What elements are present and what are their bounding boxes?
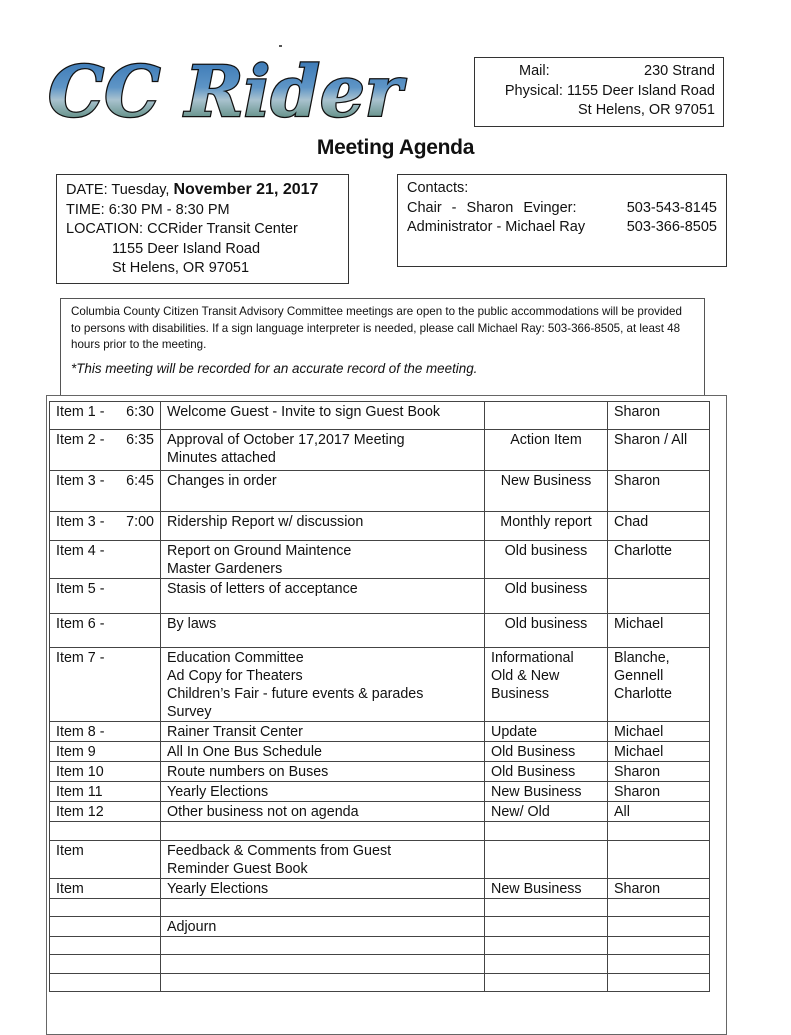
physical-address: Physical: 1155 Deer Island Road: [504, 82, 715, 99]
recording-notice: *This meeting will be recorded for an accurate record of the meeting.: [71, 360, 478, 376]
agenda-topic-cell-line: Master Gardeners: [167, 561, 283, 577]
agenda-topic-cell: [161, 899, 485, 917]
agenda-lead-cell: [608, 879, 710, 899]
agenda-row: [50, 614, 710, 648]
agenda-topic-cell: [161, 762, 485, 782]
agenda-topic-cell-line: Ad Copy for Theaters: [167, 668, 303, 684]
agenda-lead-cell: [608, 402, 710, 430]
agenda-item-cell: [50, 955, 161, 974]
mail-value: 230 Strand: [644, 63, 715, 79]
agenda-topic-cell-line: Yearly Elections: [167, 784, 269, 800]
item-time: 7:00: [126, 514, 154, 530]
agenda-row: [50, 541, 710, 579]
agenda-topic-cell: [161, 841, 485, 879]
agenda-topic-cell: [161, 722, 485, 742]
agenda-type-cell: [485, 762, 608, 782]
contact-phone: 503-366-8505: [626, 219, 717, 235]
item-number: Item 6 -: [56, 616, 105, 632]
agenda-lead-cell-line: Sharon / All: [614, 432, 688, 448]
agenda-lead-cell-line: Sharon: [614, 404, 661, 420]
agenda-lead-cell: [608, 974, 710, 992]
agenda-type-cell-line: Old business: [504, 616, 588, 632]
agenda-lead-cell-line: Gennell: [614, 668, 664, 684]
agenda-lead-cell: [608, 722, 710, 742]
item-time: 6:30: [126, 404, 154, 420]
agenda-topic-cell-line: Adjourn: [167, 919, 217, 935]
agenda-topic-cell: [161, 541, 485, 579]
agenda-topic-cell: [161, 917, 485, 937]
agenda-topic-cell-line: Stasis of letters of acceptance: [167, 581, 358, 597]
agenda-lead-cell-line: Charlotte: [614, 543, 673, 559]
agenda-item-cell: [50, 937, 161, 955]
agenda-topic-cell: [161, 648, 485, 722]
item-number: Item 11: [56, 784, 103, 800]
agenda-item-cell: [50, 879, 161, 899]
agenda-type-cell: [485, 974, 608, 992]
agenda-type-cell: [485, 512, 608, 541]
agenda-topic-cell-line: Children’s Fair - future events & parades: [167, 686, 424, 702]
agenda-type-cell: [485, 917, 608, 937]
accessibility-notice: [60, 298, 705, 396]
contact-administrator: [407, 218, 717, 238]
agenda-type-cell: [485, 402, 608, 430]
agenda-item-cell: [50, 471, 161, 512]
item-number: Item 7 -: [56, 650, 105, 666]
agenda-item-cell: [50, 512, 161, 541]
item-number: Item 3 -: [56, 473, 105, 489]
agenda-topic-cell: [161, 402, 485, 430]
agenda-row: [50, 579, 710, 614]
agenda-type-cell-line: Business: [491, 686, 550, 702]
agenda-item-cell: [50, 648, 161, 722]
agenda-type-cell-line: Old Business: [491, 764, 576, 780]
agenda-type-cell: [485, 541, 608, 579]
agenda-type-cell: [485, 822, 608, 841]
agenda-topic-cell-line: Ridership Report w/ discussion: [167, 514, 364, 530]
agenda-lead-cell: [608, 742, 710, 762]
agenda-type-cell-line: Old & New: [491, 668, 560, 684]
agenda-row: [50, 742, 710, 762]
agenda-lead-cell: [608, 512, 710, 541]
agenda-item-cell: [50, 579, 161, 614]
agenda-item-cell: [50, 614, 161, 648]
agenda-row: [50, 471, 710, 512]
agenda-type-cell-line: Old Business: [491, 744, 576, 760]
agenda-lead-cell: [608, 430, 710, 471]
agenda-topic-cell: [161, 822, 485, 841]
agenda-topic-cell-line: Survey: [167, 704, 212, 720]
agenda-item-cell: [50, 541, 161, 579]
item-number: Item 4 -: [56, 543, 105, 559]
agenda-topic-cell-line: Reminder Guest Book: [167, 861, 308, 877]
svg-text:CC Rider: CC Rider: [48, 58, 408, 124]
agenda-lead-cell: [608, 822, 710, 841]
contact-name: Chair - Sharon Evinger:: [407, 199, 577, 216]
contact-phone: 503-543-8145: [626, 199, 717, 216]
contact-chair: [407, 199, 717, 219]
agenda-item-cell: [50, 974, 161, 992]
agenda-topic-cell: [161, 782, 485, 802]
agenda-topic-cell-line: Yearly Elections: [167, 881, 269, 897]
location-street: 1155 Deer Island Road: [112, 240, 261, 257]
agenda-topic-cell-line: By laws: [167, 616, 217, 632]
agenda-lead-cell-line: Michael: [614, 616, 664, 632]
agenda-row: [50, 879, 710, 899]
agenda-type-cell-line: Informational: [491, 650, 574, 666]
agenda-item-cell: [50, 782, 161, 802]
city-line: St Helens, OR 97051: [577, 102, 715, 118]
agenda-row: [50, 841, 710, 879]
meeting-location: LOCATION: CCRider Transit Center: [66, 221, 298, 237]
agenda-lead-cell: [608, 841, 710, 879]
agenda-topic-cell-line: Education Committee: [167, 650, 304, 666]
mail-label: Mail:: [519, 63, 550, 79]
agenda-row: [50, 955, 710, 974]
contacts-box: [397, 174, 727, 267]
item-number: Item 1 -: [56, 404, 105, 420]
agenda-row: [50, 974, 710, 992]
contacts-heading: Contacts:: [407, 180, 469, 196]
agenda-topic-cell: [161, 974, 485, 992]
agenda-topic-cell-line: Other business not on agenda: [167, 804, 359, 820]
agenda-type-cell-line: New Business: [500, 473, 592, 489]
agenda-type-cell-line: New/ Old: [491, 804, 550, 820]
agenda-row: [50, 782, 710, 802]
agenda-row: [50, 937, 710, 955]
agenda-lead-cell-line: All: [614, 804, 630, 820]
agenda-lead-cell: [608, 782, 710, 802]
agenda-lead-cell: [608, 917, 710, 937]
agenda-item-cell: [50, 841, 161, 879]
agenda-lead-cell-line: Michael: [614, 724, 664, 740]
agenda-topic-cell-line: Route numbers on Buses: [167, 764, 329, 780]
agenda-type-cell-line: Old business: [504, 581, 588, 597]
agenda-row: [50, 430, 710, 471]
address-box: [474, 57, 724, 127]
agenda-lead-cell: [608, 937, 710, 955]
agenda-type-cell: [485, 579, 608, 614]
agenda-item-cell: [50, 762, 161, 782]
agenda-topic-cell-line: Welcome Guest - Invite to sign Guest Book: [167, 404, 441, 420]
agenda-topic-cell-line: Minutes attached: [167, 450, 276, 466]
agenda-lead-cell-line: Chad: [614, 514, 649, 530]
agenda-lead-cell-line: Sharon: [614, 784, 661, 800]
agenda-lead-cell: [608, 955, 710, 974]
agenda-topic-cell-line: All In One Bus Schedule: [167, 744, 322, 760]
agenda-type-cell: [485, 722, 608, 742]
agenda-row: [50, 899, 710, 917]
agenda-type-cell-line: New Business: [491, 784, 582, 800]
agenda-item-cell: [50, 822, 161, 841]
agenda-topic-cell: [161, 879, 485, 899]
agenda-table: [49, 401, 710, 992]
agenda-item-cell: [50, 917, 161, 937]
agenda-topic-cell: [161, 802, 485, 822]
stray-mark: [279, 45, 282, 47]
agenda-item-cell: [50, 742, 161, 762]
agenda-type-cell-line: Action Item: [510, 432, 582, 448]
agenda-lead-cell-line: Michael: [614, 744, 664, 760]
agenda-row: [50, 512, 710, 541]
agenda-type-cell: [485, 430, 608, 471]
agenda-lead-cell: [608, 648, 710, 722]
agenda-item-cell: [50, 430, 161, 471]
agenda-lead-cell-line: Sharon: [614, 764, 661, 780]
agenda-topic-cell: [161, 742, 485, 762]
agenda-lead-cell: [608, 614, 710, 648]
meeting-date: [66, 180, 339, 201]
agenda-type-cell-line: Update: [491, 724, 538, 740]
agenda-topic-cell: [161, 430, 485, 471]
item-number: Item: [56, 881, 84, 897]
agenda-topic-cell-line: Changes in order: [167, 473, 277, 489]
agenda-lead-cell-line: Sharon: [614, 881, 661, 897]
item-number: Item 9: [56, 744, 96, 760]
item-number: Item: [56, 843, 84, 859]
agenda-item-cell: [50, 722, 161, 742]
agenda-row: [50, 822, 710, 841]
agenda-topic-cell-line: Rainer Transit Center: [167, 724, 303, 740]
item-number: Item 8 -: [56, 724, 105, 740]
agenda-type-cell-line: Monthly report: [500, 514, 592, 530]
agenda-type-cell: [485, 614, 608, 648]
agenda-item-cell: [50, 402, 161, 430]
page-title: Meeting Agenda: [316, 136, 475, 159]
agenda-type-cell: [485, 782, 608, 802]
agenda-type-cell: [485, 879, 608, 899]
agenda-topic-cell: [161, 471, 485, 512]
agenda-topic-cell-line: Approval of October 17,2017 Meeting: [167, 432, 405, 448]
agenda-row: [50, 402, 710, 430]
agenda-lead-cell-line: Blanche,: [614, 650, 670, 666]
agenda-topic-cell: [161, 512, 485, 541]
agenda-lead-cell-line: Sharon: [614, 473, 661, 489]
agenda-type-cell: [485, 899, 608, 917]
agenda-lead-cell: [608, 541, 710, 579]
agenda-topic-cell: [161, 937, 485, 955]
agenda-lead-cell-line: Charlotte: [614, 686, 673, 702]
agenda-lead-cell: [608, 471, 710, 512]
agenda-topic-cell: [161, 614, 485, 648]
meeting-time: TIME: 6:30 PM - 8:30 PM: [66, 201, 230, 218]
agenda-type-cell: [485, 471, 608, 512]
item-time: 6:35: [126, 432, 154, 448]
item-number: Item 5 -: [56, 581, 105, 597]
item-number: Item 12: [56, 804, 104, 820]
date-value: November 21, 2017: [173, 181, 319, 198]
agenda-type-cell-line: Old business: [504, 543, 588, 559]
agenda-item-cell: [50, 802, 161, 822]
item-number: Item 2 -: [56, 432, 105, 448]
meeting-details-box: [56, 174, 349, 284]
agenda-lead-cell: [608, 579, 710, 614]
logo-wordmark-icon: [46, 58, 408, 124]
agenda-type-cell-line: New Business: [491, 881, 582, 897]
item-number: Item 10: [56, 764, 104, 780]
item-number: Item 3 -: [56, 514, 105, 530]
agenda-item-cell: [50, 899, 161, 917]
agenda-type-cell: [485, 937, 608, 955]
agenda-type-cell: [485, 742, 608, 762]
agenda-lead-cell: [608, 802, 710, 822]
cc-rider-logo: [46, 58, 408, 124]
agenda-row: [50, 648, 710, 722]
agenda-row: [50, 762, 710, 782]
agenda-row: [50, 802, 710, 822]
agenda-type-cell: [485, 955, 608, 974]
contact-name: Administrator - Michael Ray: [407, 219, 586, 235]
agenda-topic-cell-line: Report on Ground Maintence: [167, 543, 352, 559]
notice-text: Columbia County Citizen Transit Advisory Committee meetings are open to the public accommodations will be provided to persons with disabilities. If a sign language interpreter is needed, please call Michael Ray: 503-366-8505, at least 48 hours prior to the meeting.: [71, 305, 682, 351]
agenda-lead-cell: [608, 899, 710, 917]
agenda-lead-cell: [608, 762, 710, 782]
agenda-row: [50, 722, 710, 742]
location-city: St Helens, OR 97051: [112, 260, 250, 276]
agenda-type-cell: [485, 841, 608, 879]
agenda-type-cell: [485, 648, 608, 722]
agenda-topic-cell: [161, 579, 485, 614]
date-prefix: DATE: Tuesday,: [66, 182, 174, 198]
item-time: 6:45: [126, 473, 154, 489]
agenda-type-cell: [485, 802, 608, 822]
agenda-topic-cell-line: Feedback & Comments from Guest: [167, 843, 392, 859]
agenda-topic-cell: [161, 955, 485, 974]
agenda-row: [50, 917, 710, 937]
